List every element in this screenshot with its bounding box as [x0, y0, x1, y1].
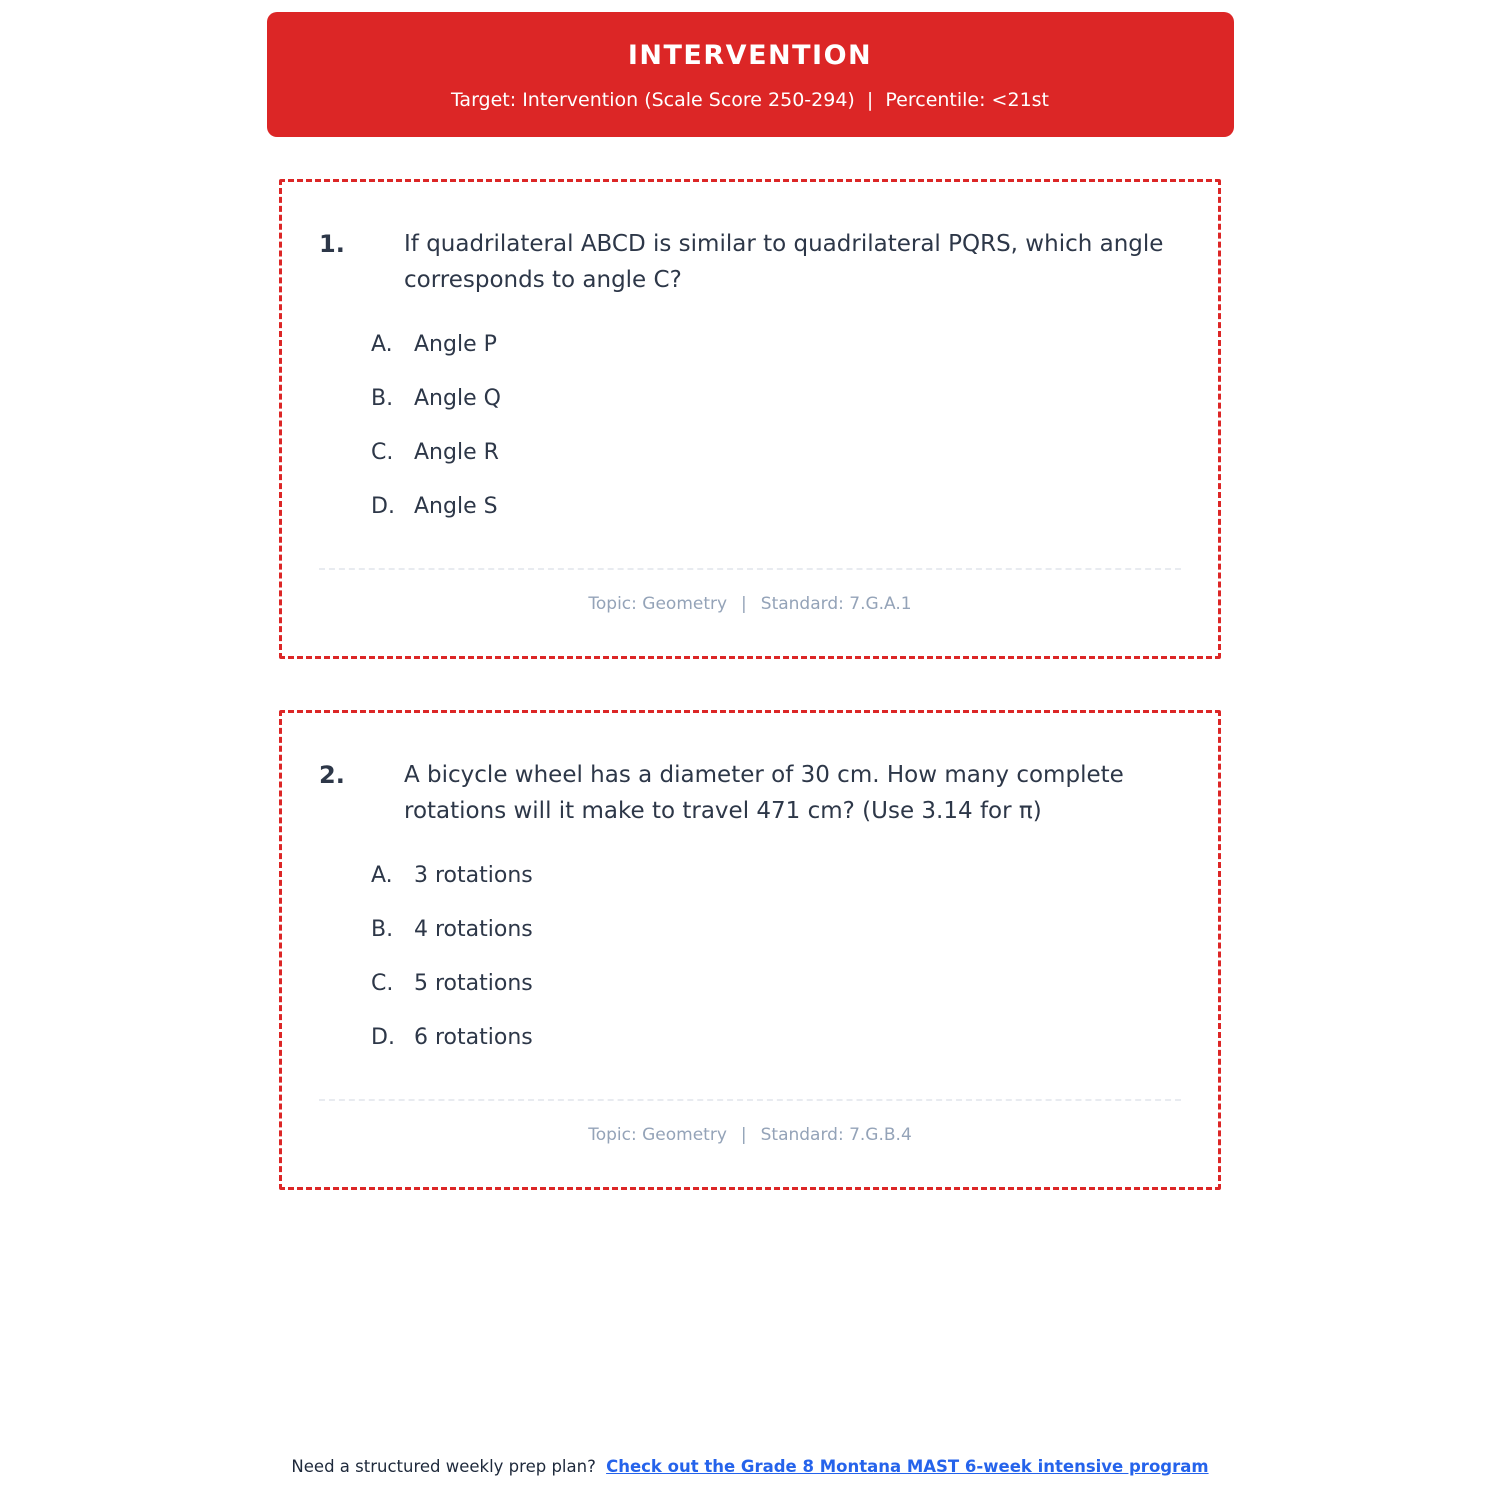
topic-label: Topic: Geometry — [588, 1125, 727, 1145]
option-letter: A. — [371, 863, 393, 888]
option-letter: B. — [371, 917, 394, 942]
option-letter: C. — [371, 440, 394, 465]
card-divider — [319, 568, 1181, 570]
question-2-meta — [319, 1125, 1181, 1145]
option-text: 3 rotations — [414, 863, 533, 888]
option-letter: D. — [371, 494, 395, 519]
option-letter: B. — [371, 386, 394, 411]
option-letter: D. — [371, 1025, 395, 1050]
option-letter: C. — [371, 971, 394, 996]
standard-label: Standard: 7.G.B.4 — [760, 1125, 912, 1145]
footer-text: Need a structured weekly prep plan? — [291, 1457, 596, 1476]
question-1-option-d — [371, 492, 1181, 522]
card-divider — [319, 1099, 1181, 1101]
question-2-option-c — [371, 969, 1181, 999]
meta-separator: | — [740, 1125, 747, 1145]
option-text: Angle R — [414, 440, 499, 465]
intervention-banner — [267, 12, 1234, 137]
question-2-option-b — [371, 915, 1181, 945]
question-1-meta — [319, 594, 1181, 614]
standard-label: Standard: 7.G.A.1 — [760, 594, 912, 614]
option-text: 6 rotations — [414, 1025, 533, 1050]
option-text: Angle S — [414, 494, 498, 519]
question-card-2 — [279, 710, 1221, 1190]
option-text: 5 rotations — [414, 971, 533, 996]
meta-separator: | — [741, 594, 747, 614]
banner-subtitle: Target: Intervention (Scale Score 250-294) | Percentile: <21st — [450, 89, 1050, 111]
question-1-options — [371, 330, 1181, 522]
banner-title: INTERVENTION — [627, 40, 873, 71]
question-1-option-a — [371, 330, 1181, 360]
option-text: 4 rotations — [414, 917, 533, 942]
option-text: Angle P — [414, 332, 497, 357]
option-letter: A. — [371, 332, 393, 357]
footer-link[interactable]: Check out the Grade 8 Montana MAST 6-week intensive program — [606, 1457, 1209, 1476]
question-2-option-d — [371, 1023, 1181, 1053]
topic-label: Topic: Geometry — [588, 594, 728, 614]
question-2-text: A bicycle wheel has a diameter of 30 cm. How many complete rotations will it make to travel 471 cm? (Use 3.14 for π) — [404, 762, 1124, 824]
option-text: Angle Q — [414, 386, 501, 411]
question-1-number: 1. — [319, 230, 345, 258]
question-1-row — [319, 226, 1181, 298]
question-2-row — [319, 757, 1181, 829]
question-card-1 — [279, 179, 1221, 659]
question-1-option-b — [371, 384, 1181, 414]
question-2-option-a — [371, 861, 1181, 891]
question-2-number: 2. — [319, 761, 345, 789]
page-footer — [0, 1457, 1500, 1476]
question-2-options — [371, 861, 1181, 1053]
question-1-text: If quadrilateral ABCD is similar to quadrilateral PQRS, which angle corresponds to angle C? — [404, 231, 1164, 293]
question-1-option-c — [371, 438, 1181, 468]
